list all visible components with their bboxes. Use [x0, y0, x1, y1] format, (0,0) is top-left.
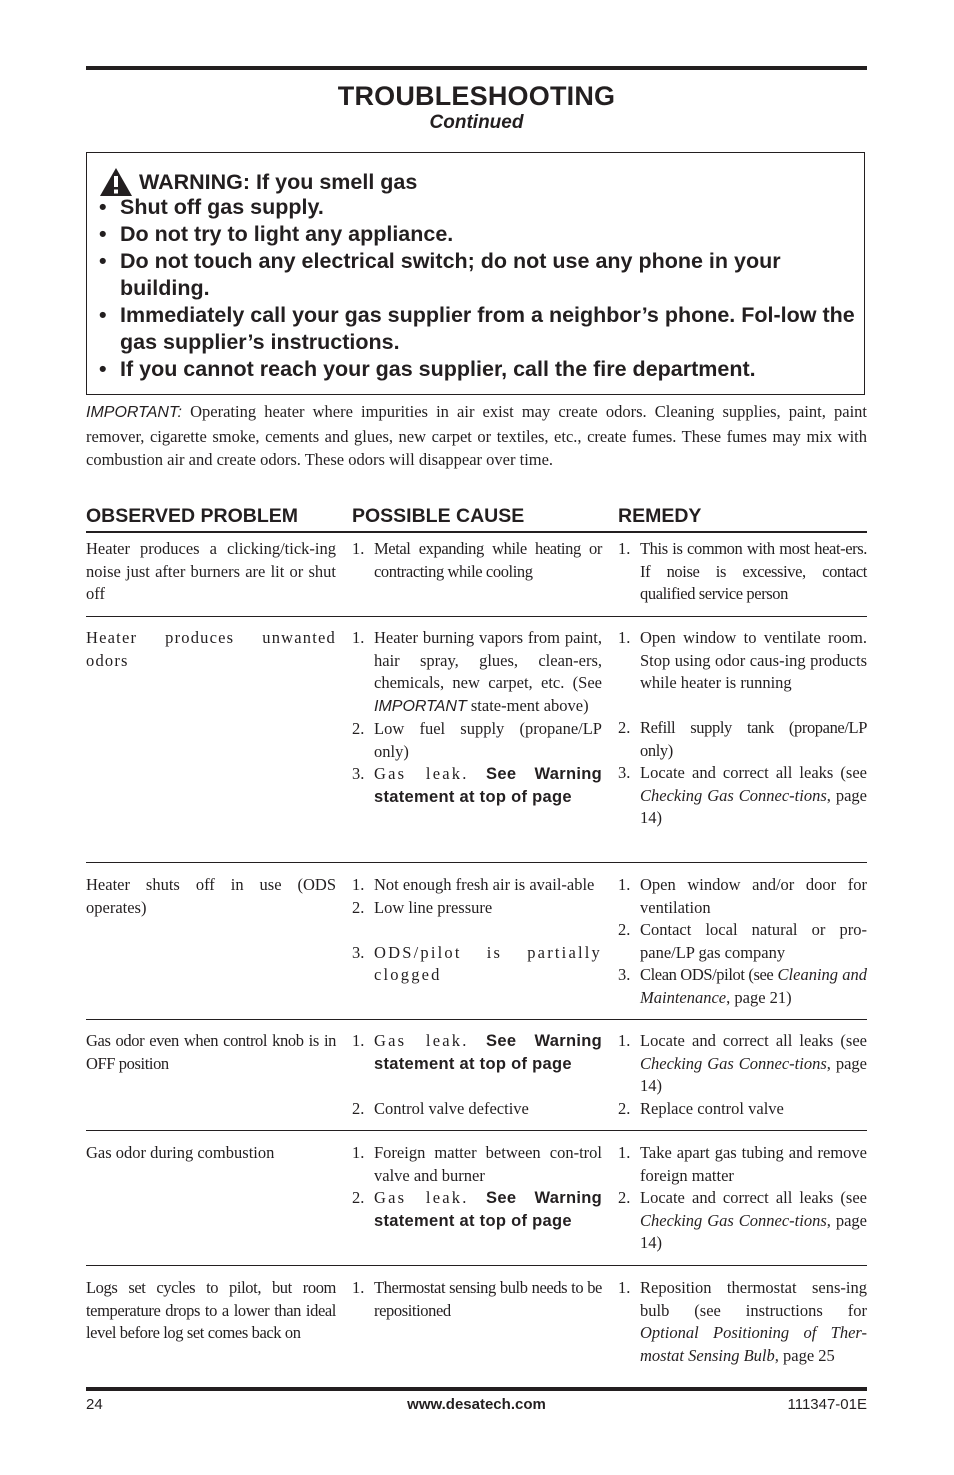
- cause-item: 3. Gas leak. See Warning statement at top of page: [352, 764, 603, 806]
- row-remedies: [618, 538, 867, 606]
- row-causes: [352, 1030, 602, 1120]
- remedy-item: 1. Reposition thermostat sens-ing bulb (see instructions for Optional Positioning of Ther-mostat Sensing Bulb, page 25: [618, 1278, 867, 1365]
- top-rule: [86, 66, 867, 70]
- row-problem: Logs set cycles to pilot, but room temperature drops to a lower than ideal level before log set comes back on: [86, 1278, 336, 1342]
- row-divider: [86, 862, 867, 863]
- row-causes: [352, 538, 602, 583]
- row-causes: [352, 874, 602, 987]
- cause-item: 1. Thermostat sensing bulb needs to be repositioned: [352, 1278, 602, 1320]
- row-problem: Heater shuts off in use (ODS operates): [86, 875, 336, 917]
- row-problem: Heater produces unwanted odors: [86, 628, 336, 670]
- row-problem: Gas odor during combustion: [86, 1143, 275, 1162]
- warning-heading: [99, 167, 417, 197]
- bottom-rule: [86, 1387, 867, 1391]
- page-number: 24: [86, 1396, 103, 1413]
- remedy-item: 2. Refill supply tank (propane/LP only): [618, 718, 867, 760]
- warning-triangle-icon: [99, 167, 133, 197]
- cause-item: 2. Low line pressure: [352, 897, 493, 917]
- cause-item: 1. Gas leak. See Warning statement at top of page: [352, 1031, 603, 1073]
- warning-item: • Do not try to light any appliance.: [99, 222, 454, 246]
- remedy-item: 1. Open window to ventilate room. Stop using odor caus-ing products while heater is running: [618, 628, 867, 692]
- page-subtitle: Continued: [429, 112, 524, 133]
- warning-item: • If you cannot reach your gas supplier, call the fire department.: [99, 357, 756, 381]
- website-link[interactable]: www.desatech.com: [407, 1396, 546, 1413]
- warning-item: • Do not touch any electrical switch; do not use any phone in your building.: [99, 249, 781, 300]
- cause-item: 2. Control valve defective: [352, 1098, 529, 1118]
- row-divider: [86, 1130, 867, 1131]
- row-problem: Gas odor even when control knob is in OFF position: [86, 1031, 336, 1073]
- document-number: 111347-01E: [787, 1396, 867, 1413]
- remedy-item: 1. Take apart gas tubing and remove foreign matter: [618, 1143, 867, 1185]
- cause-item: 1. Foreign matter between con-trol valve and burner: [352, 1143, 602, 1185]
- header-rule: [86, 531, 867, 533]
- row-divider: [86, 1019, 867, 1020]
- important-note: [86, 400, 867, 472]
- remedy-item: 2. Locate and correct all leaks (see Checking Gas Connec-tions, page 14): [618, 1188, 867, 1252]
- remedy-item: 1. Locate and correct all leaks (see Checking Gas Connec-tions, page 14): [618, 1031, 867, 1095]
- remedy-item: 2. Contact local natural or pro-pane/LP gas company: [618, 920, 867, 962]
- header-possible-cause: POSSIBLE CAUSE: [352, 505, 525, 527]
- row-problem: Heater produces a clicking/tick-ing noise just after burners are lit or shut off: [86, 539, 336, 603]
- warning-item: • Shut off gas supply.: [99, 195, 324, 219]
- row-remedies: [618, 627, 867, 830]
- row-remedies: [618, 874, 867, 1009]
- warning-heading-text: WARNING: If you smell gas: [139, 169, 418, 194]
- row-remedies: [618, 1142, 867, 1255]
- cause-item: 1. Heater burning vapors from paint, hair spray, glues, clean-ers, chemicals, new carpet, etc. (See IMPORTANT state-ment above): [352, 628, 602, 715]
- cause-item: 2. Low fuel supply (propane/LP only): [352, 719, 602, 761]
- page-title: TROUBLESHOOTING: [337, 81, 616, 111]
- row-causes: [352, 1277, 602, 1322]
- row-divider: [86, 1265, 867, 1266]
- header-remedy: REMEDY: [618, 505, 702, 527]
- cause-item: 3. ODS/pilot is partially clogged: [352, 942, 602, 984]
- warning-list: [99, 194, 856, 383]
- row-remedies: [618, 1030, 867, 1120]
- cause-item: 1. Not enough fresh air is avail-able: [352, 875, 595, 894]
- cause-item: 1. Metal expanding while heating or contracting while cooling: [352, 539, 602, 581]
- remedy-item: 3. Locate and correct all leaks (see Checking Gas Connec-tions, page 14): [618, 763, 867, 827]
- remedy-item: 3. Clean ODS/pilot (see Cleaning and Maintenance, page 21): [618, 965, 868, 1007]
- header-observed-problem: OBSERVED PROBLEM: [86, 505, 299, 527]
- row-causes: [352, 1142, 602, 1232]
- important-label: IMPORTANT:: [86, 404, 182, 421]
- row-remedies: [618, 1277, 867, 1367]
- row-divider: [86, 616, 867, 617]
- cause-item: 2. Gas leak. See Warning statement at top of page: [352, 1188, 603, 1230]
- remedy-item: 1. Open window and/or door for ventilation: [618, 875, 867, 917]
- remedy-item: 2. Replace control valve: [618, 1098, 784, 1118]
- row-causes: [352, 627, 602, 808]
- warning-box: [86, 152, 865, 395]
- important-text: Operating heater where impurities in air exist may create odors. Cleaning supplies, paint, paint remover, cigarette smoke, cements and glues, new carpet or textiles, etc., create fumes. These fumes may mix with combustion air and create odors. These odors will disappear over time.: [86, 402, 868, 469]
- remedy-item: 1. This is common with most heat-ers. If noise is excessive, contact qualified service person: [618, 539, 867, 603]
- warning-item: • Immediately call your gas supplier from a neighbor’s phone. Fol-low the gas supplier’s instructions.: [99, 303, 855, 354]
